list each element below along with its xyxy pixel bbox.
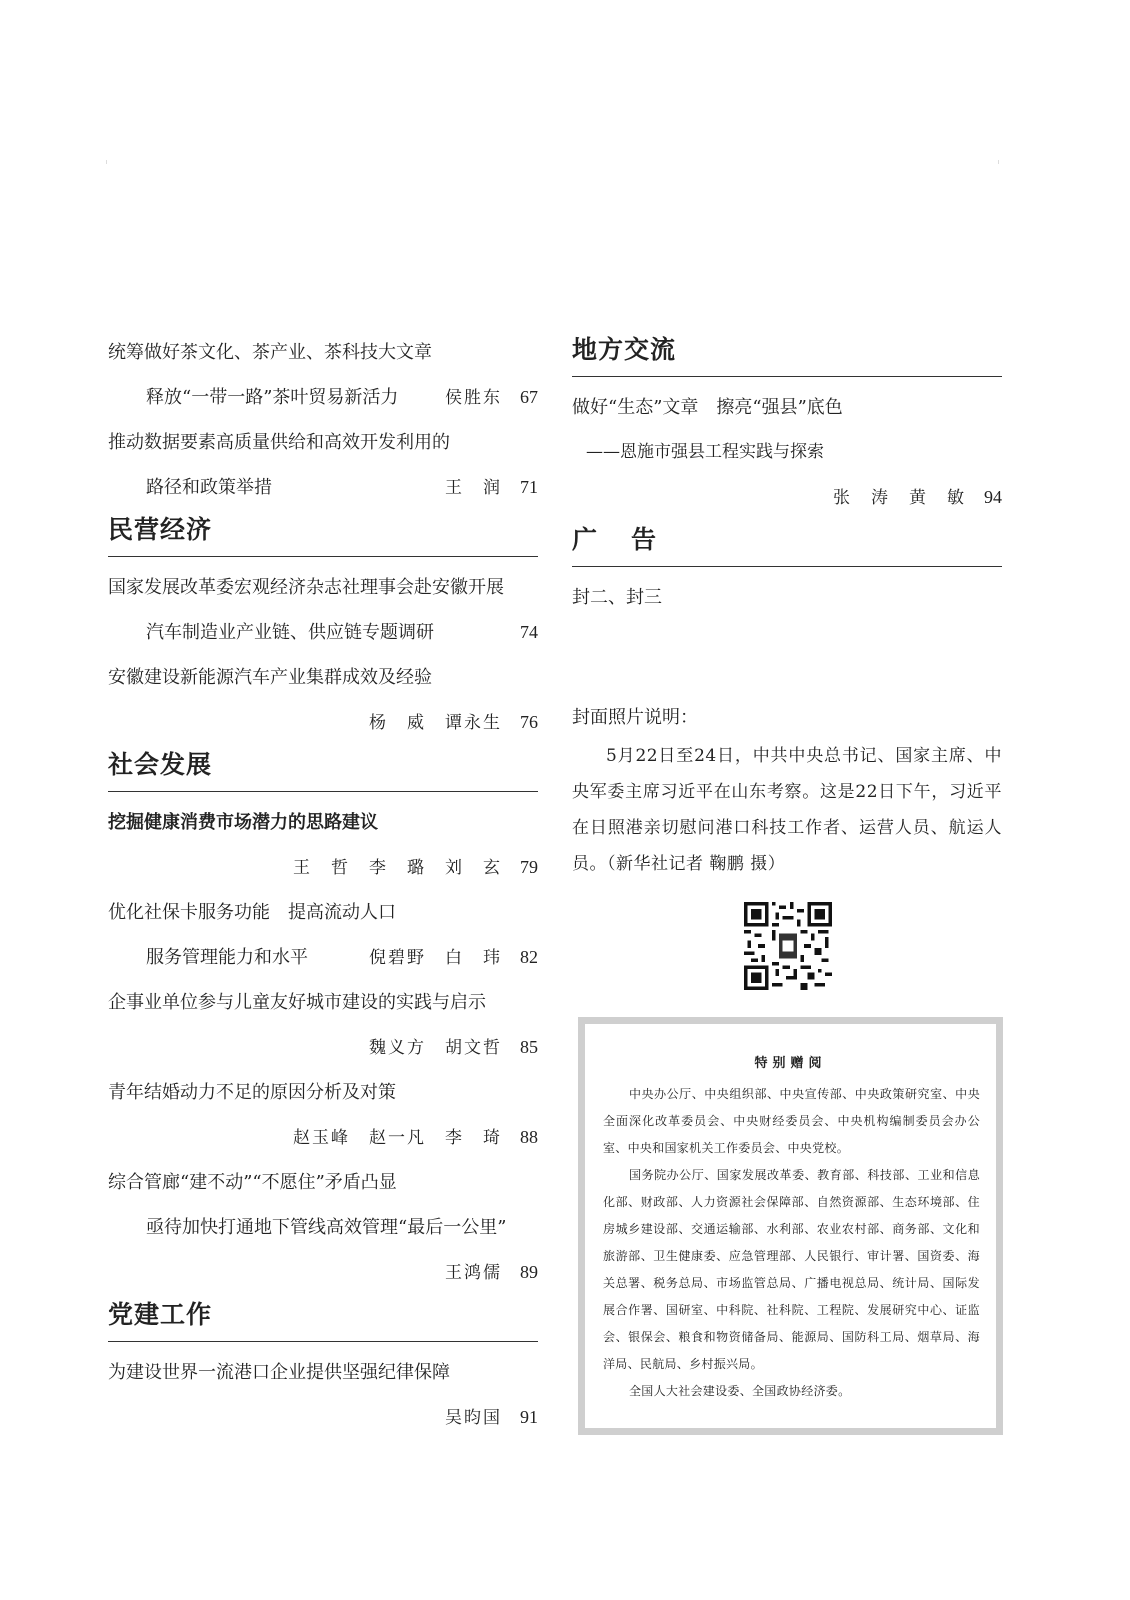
entry-page: 82 <box>520 947 538 967</box>
toc-entry[interactable] <box>108 800 538 890</box>
toc-entry[interactable] <box>108 890 538 980</box>
entry-page: 91 <box>520 1407 538 1427</box>
entry-title-cont: 汽车制造业产业链、供应链专题调研 <box>146 622 434 643</box>
crop-mark-left <box>106 160 107 164</box>
box-paragraph: 中央办公厅、中央组织部、中央宣传部、中央政策研究室、中央全面深化改革委员会、中央财经委员会、中央机构编制委员会办公室、中央和国家机关工作委员会、中央党校。 <box>603 1087 980 1155</box>
entry-title: 国家发展改革委宏观经济杂志社理事会赴安徽开展 <box>108 577 504 598</box>
entry-page: 71 <box>520 477 538 497</box>
cover-caption-text: 5月22日至24日，中共中央总书记、国家主席、中央军委主席习近平在山东考察。这是22日下午，习近平在日照港亲切慰问港口科技工作者、运营人员、航运人员。（新华社记者 鞠鹏 摄） <box>572 746 1002 874</box>
cover-caption-title: 封面照片说明： <box>572 707 698 728</box>
section-title: 党建工作 <box>108 1300 213 1329</box>
crop-mark-right <box>998 160 999 164</box>
entry-title: 挖掘健康消费市场潜力的思路建议 <box>108 812 378 833</box>
entry-title: 推动数据要素高质量供给和高效开发利用的 <box>108 432 450 453</box>
entry-subtitle: ——恩施市强县工程实践与探索 <box>586 442 824 462</box>
section-header-private-economy <box>108 512 538 557</box>
entry-page: 79 <box>520 857 538 877</box>
entry-title-cont: 服务管理能力和水平 <box>146 947 308 968</box>
entry-author: 赵玉峰 赵一凡 李 琦 <box>293 1128 502 1148</box>
section-header-party-building <box>108 1297 538 1342</box>
section-title: 广告 <box>572 525 691 554</box>
box-title: 特别赠阅 <box>754 1056 827 1071</box>
right-column <box>572 330 1002 882</box>
entry-page: 88 <box>520 1127 538 1147</box>
section-header-social-development <box>108 747 538 792</box>
entry-title: 综合管廊“建不动”“不愿住”矛盾凸显 <box>108 1172 397 1193</box>
section-title: 民营经济 <box>108 515 213 544</box>
box-paragraph: 全国人大社会建设委、全国政协经济委。 <box>629 1384 851 1398</box>
entry-author: 吴昀国 <box>445 1408 502 1428</box>
entry-title-cont: 亟待加快打通地下管线高效管理“最后一公里” <box>146 1217 507 1238</box>
entry-title: 安徽建设新能源汽车产业集群成效及经验 <box>108 667 432 688</box>
entry-page: 76 <box>520 712 538 732</box>
entry-author: 王 润 <box>445 478 502 498</box>
ads-text: 封二、封三 <box>572 587 662 608</box>
toc-entry[interactable] <box>572 385 1002 520</box>
toc-entry[interactable] <box>108 980 538 1070</box>
entry-page: 74 <box>520 622 538 642</box>
entry-author: 杨 威 谭永生 <box>369 713 502 733</box>
entry-author: 侯胜东 <box>445 388 502 408</box>
section-title: 地方交流 <box>572 335 677 364</box>
entry-title-cont: 路径和政策举措 <box>146 477 272 498</box>
box-paragraph: 国务院办公厅、国家发展改革委、教育部、科技部、工业和信息化部、财政部、人力资源社会保障部、自然资源部、生态环境部、住房城乡建设部、交通运输部、水利部、农业农村部、商务部、文化和旅游部、卫生健康委、应急管理部、人民银行、审计署、国资委、海关总署、税务总局、市场监管总局、广播电视总局、统计局、国际发展合作署、国研室、中科院、社科院、工程院、发展研究中心、证监会、银保会、粮食和物资储备局、能源局、国防科工局、烟草局、海洋局、民航局、乡村振兴局。 <box>603 1168 980 1371</box>
toc-entry[interactable] <box>108 565 538 655</box>
toc-entry[interactable] <box>108 655 538 745</box>
entry-author: 倪碧野 白 玮 <box>369 948 502 968</box>
toc-entry[interactable] <box>108 1160 538 1295</box>
section-title: 社会发展 <box>108 750 213 779</box>
left-column <box>108 330 538 1440</box>
entry-author: 王 哲 李 璐 刘 玄 <box>293 858 502 878</box>
entry-title: 青年结婚动力不足的原因分析及对策 <box>108 1082 396 1103</box>
entry-title: 做好“生态”文章 擦亮“强县”底色 <box>572 397 843 418</box>
section-header-ads <box>572 522 1002 567</box>
entry-title: 统筹做好茶文化、茶产业、茶科技大文章 <box>108 342 432 363</box>
entry-author: 张 涛 黄 敏 <box>833 488 966 508</box>
entry-title-cont: 释放“一带一路”茶叶贸易新活力 <box>146 387 399 408</box>
entry-title: 优化社保卡服务功能 提高流动人口 <box>108 902 396 923</box>
entry-page: 89 <box>520 1262 538 1282</box>
entry-author: 王鸿儒 <box>445 1263 502 1283</box>
toc-entry[interactable] <box>108 1350 538 1440</box>
entry-title: 企事业单位参与儿童友好城市建设的实践与启示 <box>108 992 486 1013</box>
entry-page: 85 <box>520 1037 538 1057</box>
qr-code-icon[interactable] <box>744 902 832 990</box>
special-gift-box <box>578 1017 1003 1435</box>
toc-entry[interactable] <box>108 330 538 420</box>
entry-page: 67 <box>520 387 538 407</box>
toc-entry[interactable] <box>108 1070 538 1160</box>
entry-page: 94 <box>984 487 1002 507</box>
toc-entry[interactable] <box>108 420 538 510</box>
section-header-local-exchange <box>572 332 1002 377</box>
entry-title: 为建设世界一流港口企业提供坚强纪律保障 <box>108 1362 450 1383</box>
entry-author: 魏义方 胡文哲 <box>369 1038 502 1058</box>
